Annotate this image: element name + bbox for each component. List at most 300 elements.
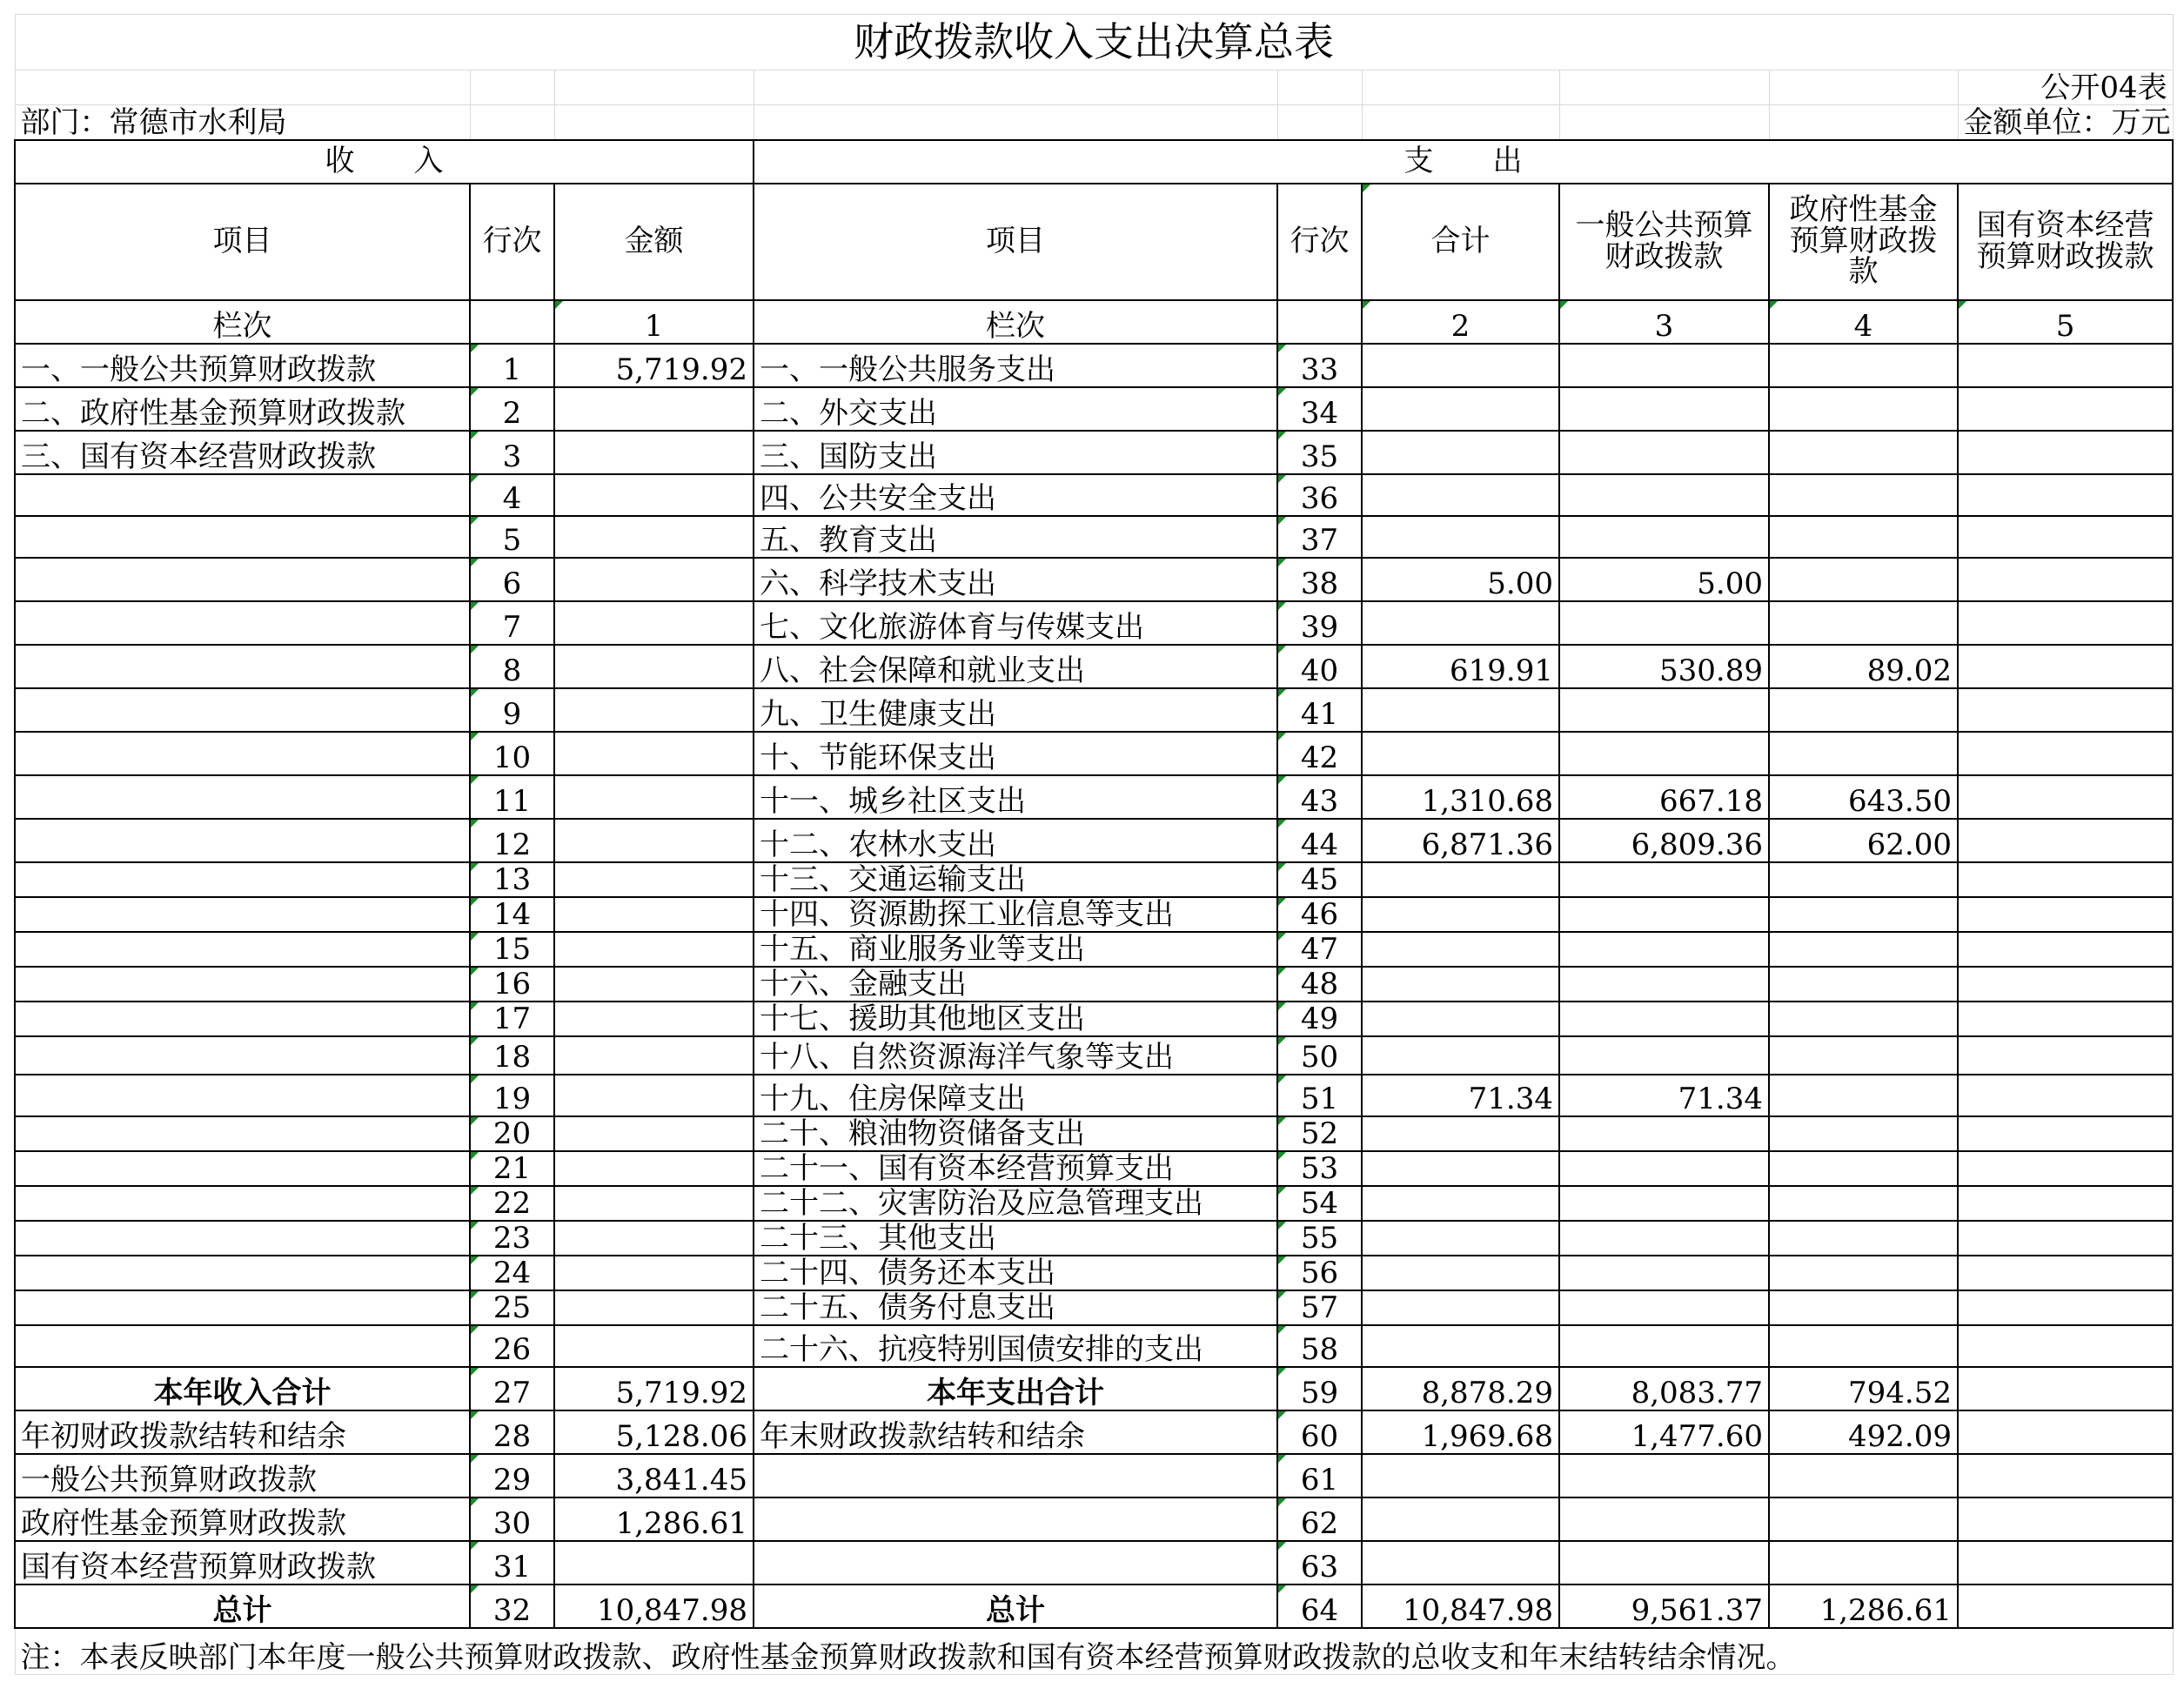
table-row [15,688,2173,732]
general-budget-cell: 1,477.60 [1559,1410,1769,1454]
form-number: 公开04表 [1958,70,2173,105]
income-amount-cell [554,474,754,516]
expense-item-cell: 十七、援助其他地区支出 [754,1002,1277,1036]
total-amount-cell [1362,474,1559,516]
income-row-no-cell: 4 [470,474,554,516]
fund-budget-cell [1769,1256,1958,1290]
fund-budget-cell [1769,732,1958,775]
soe-budget-cell [1958,344,2173,387]
table-row [15,819,2173,862]
column-index-1: 1 [554,300,754,344]
income-row-no-cell: 1 [470,344,554,387]
income-row-no-cell: 11 [470,775,554,819]
expense-row-no-cell: 48 [1277,967,1362,1002]
soe-budget-cell [1958,862,2173,897]
total-amount-cell [1362,1541,1559,1584]
expense-row-no-cell: 42 [1277,732,1362,775]
income-row-no-cell: 15 [470,932,554,967]
expense-item-cell: 二十一、国有资本经营预算支出 [754,1151,1277,1186]
income-amount-cell [554,1256,754,1290]
total-amount-cell [1362,1454,1559,1497]
general-budget-cell [1559,688,1769,732]
income-item-cell: 国有资本经营预算财政拨款 [15,1541,470,1584]
income-row-no-cell: 9 [470,688,554,732]
income-row-no-cell: 14 [470,897,554,932]
general-budget-cell: 71.34 [1559,1075,1769,1116]
soe-budget-cell [1958,1367,2173,1410]
table-row [15,862,2173,897]
income-amount-cell: 5,719.92 [554,344,754,387]
fund-budget-cell [1769,1186,1958,1221]
table-row [15,775,2173,819]
general-budget-cell [1559,516,1769,558]
income-row-no-cell: 32 [470,1584,554,1628]
total-amount-cell [1362,1325,1559,1367]
income-item-cell [15,862,470,897]
income-item-cell [15,1075,470,1116]
expense-row-no-cell: 44 [1277,819,1362,862]
expense-row-no-cell: 43 [1277,775,1362,819]
income-amount-cell [554,819,754,862]
fund-budget-cell [1769,932,1958,967]
income-row-no-cell: 17 [470,1002,554,1036]
fund-budget-cell [1769,558,1958,601]
expense-row-no-cell: 40 [1277,645,1362,688]
fund-budget-cell [1769,1116,1958,1151]
income-amount-cell [554,516,754,558]
soe-budget-cell [1958,601,2173,645]
income-item-cell [15,558,470,601]
income-item-cell: 二、政府性基金预算财政拨款 [15,387,470,431]
table-row [15,387,2173,431]
fund-budget-cell [1769,1454,1958,1497]
soe-budget-cell [1958,1186,2173,1221]
expense-item-cell: 七、文化旅游体育与传媒支出 [754,601,1277,645]
general-budget-cell [1559,387,1769,431]
expense-item-cell: 二十三、其他支出 [754,1221,1277,1256]
expense-row-no-cell: 47 [1277,932,1362,967]
income-item-cell [15,967,470,1002]
expense-row-no-cell: 55 [1277,1221,1362,1256]
table-row [15,1002,2173,1036]
soe-budget-cell [1958,1497,2173,1541]
income-row-no-cell: 2 [470,387,554,431]
general-budget-cell [1559,732,1769,775]
expense-row-no-cell: 36 [1277,474,1362,516]
income-item-cell: 三、国有资本经营财政拨款 [15,431,470,474]
soe-budget-cell [1958,967,2173,1002]
income-item-cell: 年初财政拨款结转和结余 [15,1410,470,1454]
report-table [14,14,2174,1675]
total-amount-cell [1362,431,1559,474]
total-amount-cell [1362,1036,1559,1075]
expense-row-no-cell: 64 [1277,1584,1362,1628]
expense-row-no-cell: 57 [1277,1290,1362,1325]
expense-item-cell: 十三、交通运输支出 [754,862,1277,897]
general-budget-cell: 8,083.77 [1559,1367,1769,1410]
income-row-no-cell: 25 [470,1290,554,1325]
soe-budget-cell [1958,1325,2173,1367]
column-header-row [15,184,2173,300]
expense-item-cell [754,1454,1277,1497]
col-total: 合计 [1362,184,1559,300]
general-budget-cell [1559,1221,1769,1256]
total-amount-cell [1362,516,1559,558]
income-row-no-cell: 12 [470,819,554,862]
fund-budget-cell: 492.09 [1769,1410,1958,1454]
column-index-2: 2 [1362,300,1559,344]
footnote: 注：本表反映部门本年度一般公共预算财政拨款、政府性基金预算财政拨款和国有资本经营预算财政拨款的总收支和年末结转结余情况。 [15,1628,2173,1675]
table-row [15,897,2173,932]
column-index-5: 5 [1958,300,2173,344]
expense-item-cell: 二十五、债务付息支出 [754,1290,1277,1325]
soe-budget-cell [1958,688,2173,732]
income-item-cell [15,645,470,688]
table-row [15,732,2173,775]
column-index-4: 4 [1769,300,1958,344]
col-general-budget: 一般公共预算财政拨款 [1559,184,1769,300]
income-row-no-cell: 21 [470,1151,554,1186]
department-row [15,105,2173,140]
fund-budget-cell [1769,601,1958,645]
income-item-cell [15,1186,470,1221]
expense-row-no-cell: 52 [1277,1116,1362,1151]
expense-item-cell: 二、外交支出 [754,387,1277,431]
income-row-no-cell: 3 [470,431,554,474]
column-index-3: 3 [1559,300,1769,344]
soe-budget-cell [1958,431,2173,474]
fund-budget-cell [1769,431,1958,474]
table-row [15,1151,2173,1186]
col-soe-budget: 国有资本经营预算财政拨款 [1958,184,2173,300]
income-item-cell [15,688,470,732]
income-item-cell: 政府性基金预算财政拨款 [15,1497,470,1541]
income-amount-cell [554,1325,754,1367]
fund-budget-cell [1769,1036,1958,1075]
general-budget-cell [1559,344,1769,387]
income-amount-cell [554,897,754,932]
income-item-cell [15,1290,470,1325]
income-item-cell [15,516,470,558]
general-budget-cell: 5.00 [1559,558,1769,601]
total-amount-cell: 8,878.29 [1362,1367,1559,1410]
income-row-no-cell: 13 [470,862,554,897]
table-row [15,431,2173,474]
expense-item-cell: 十一、城乡社区支出 [754,775,1277,819]
total-amount-cell [1362,601,1559,645]
general-budget-cell [1559,1186,1769,1221]
expense-row-no-cell: 54 [1277,1186,1362,1221]
expense-row-no-cell: 39 [1277,601,1362,645]
income-amount-cell [554,688,754,732]
fund-budget-cell [1769,474,1958,516]
income-amount-cell [554,732,754,775]
soe-budget-cell [1958,897,2173,932]
income-row-no-cell: 16 [470,967,554,1002]
table-row [15,601,2173,645]
income-item-cell [15,1036,470,1075]
income-amount-cell [554,1002,754,1036]
income-row-no-cell: 22 [470,1186,554,1221]
expense-row-no-cell: 50 [1277,1036,1362,1075]
col-expense-row-no: 行次 [1277,184,1362,300]
income-amount-cell: 3,841.45 [554,1454,754,1497]
fund-budget-cell [1769,862,1958,897]
expense-item-cell: 八、社会保障和就业支出 [754,645,1277,688]
department-label: 部门：常德市水利局 [15,105,470,140]
income-amount-cell [554,1290,754,1325]
expense-item-cell [754,1497,1277,1541]
general-budget-cell [1559,862,1769,897]
total-amount-cell: 10,847.98 [1362,1584,1559,1628]
fund-budget-cell [1769,1002,1958,1036]
general-budget-cell [1559,1002,1769,1036]
expense-row-no-cell: 63 [1277,1541,1362,1584]
table-row [15,474,2173,516]
expense-item-cell: 十五、商业服务业等支出 [754,932,1277,967]
form-number-row [15,70,2173,105]
income-amount-cell [554,558,754,601]
col-expense-item: 项目 [754,184,1277,300]
table-row [15,1584,2173,1628]
income-amount-cell [554,1541,754,1584]
expense-row-no-cell: 53 [1277,1151,1362,1186]
soe-budget-cell [1958,1584,2173,1628]
general-budget-cell [1559,1036,1769,1075]
fund-budget-cell [1769,344,1958,387]
table-row [15,1075,2173,1116]
income-item-cell [15,897,470,932]
income-amount-cell [554,387,754,431]
income-item-cell: 一般公共预算财政拨款 [15,1454,470,1497]
income-amount-cell: 10,847.98 [554,1584,754,1628]
total-amount-cell [1362,967,1559,1002]
total-amount-cell [1362,932,1559,967]
expense-row-no-cell: 56 [1277,1256,1362,1290]
total-amount-cell [1362,1290,1559,1325]
general-budget-cell [1559,897,1769,932]
income-item-cell [15,601,470,645]
income-row-no-cell: 31 [470,1541,554,1584]
income-item-cell [15,932,470,967]
expense-item-cell: 二十四、债务还本支出 [754,1256,1277,1290]
income-item-cell: 本年收入合计 [15,1367,470,1410]
soe-budget-cell [1958,732,2173,775]
fund-budget-cell [1769,1151,1958,1186]
soe-budget-cell [1958,558,2173,601]
expense-row-no-cell: 59 [1277,1367,1362,1410]
total-amount-cell [1362,1497,1559,1541]
table-row [15,932,2173,967]
total-amount-cell [1362,1116,1559,1151]
expense-row-no-cell: 37 [1277,516,1362,558]
general-budget-cell: 9,561.37 [1559,1584,1769,1628]
income-row-no-cell: 19 [470,1075,554,1116]
fund-budget-cell: 794.52 [1769,1367,1958,1410]
expense-row-no-cell: 49 [1277,1002,1362,1036]
income-row-no-cell: 24 [470,1256,554,1290]
table-row [15,1367,2173,1410]
general-budget-cell [1559,1290,1769,1325]
expense-item-cell: 四、公共安全支出 [754,474,1277,516]
fund-budget-cell [1769,1075,1958,1116]
income-item-cell [15,474,470,516]
income-amount-cell [554,1151,754,1186]
total-amount-cell [1362,1186,1559,1221]
total-amount-cell [1362,1221,1559,1256]
income-row-no-cell: 20 [470,1116,554,1151]
table-row [15,1290,2173,1325]
expense-row-no-cell: 58 [1277,1325,1362,1367]
expense-row-no-cell: 35 [1277,431,1362,474]
income-row-no-cell: 30 [470,1497,554,1541]
expense-row-no-cell: 46 [1277,897,1362,932]
general-budget-cell [1559,431,1769,474]
general-budget-cell: 6,809.36 [1559,819,1769,862]
expense-item-cell: 十、节能环保支出 [754,732,1277,775]
soe-budget-cell [1958,1541,2173,1584]
fund-budget-cell [1769,688,1958,732]
income-row-no-cell: 18 [470,1036,554,1075]
general-budget-cell [1559,1116,1769,1151]
income-amount-cell [554,775,754,819]
total-amount-cell: 1,969.68 [1362,1410,1559,1454]
total-amount-cell [1362,1256,1559,1290]
income-item-cell [15,1325,470,1367]
expense-item-cell: 二十二、灾害防治及应急管理支出 [754,1186,1277,1221]
expense-item-cell: 本年支出合计 [754,1367,1277,1410]
table-row [15,1541,2173,1584]
income-amount-cell [554,645,754,688]
general-budget-cell [1559,1151,1769,1186]
soe-budget-cell [1958,819,2173,862]
total-amount-cell: 6,871.36 [1362,819,1559,862]
soe-budget-cell [1958,1002,2173,1036]
general-budget-cell [1559,1325,1769,1367]
total-amount-cell [1362,344,1559,387]
fund-budget-cell [1769,1541,1958,1584]
total-amount-cell [1362,732,1559,775]
table-row [15,1410,2173,1454]
income-amount-cell: 5,719.92 [554,1367,754,1410]
soe-budget-cell [1958,775,2173,819]
income-row-no-cell: 8 [470,645,554,688]
general-budget-cell [1559,932,1769,967]
expense-item-cell: 十二、农林水支出 [754,819,1277,862]
expense-row-no-cell: 34 [1277,387,1362,431]
column-index-label: 栏次 [15,300,470,344]
general-budget-cell [1559,967,1769,1002]
general-budget-cell [1559,1256,1769,1290]
income-amount-cell [554,1075,754,1116]
fund-budget-cell: 62.00 [1769,819,1958,862]
total-amount-cell: 619.91 [1362,645,1559,688]
total-amount-cell [1362,387,1559,431]
income-row-no-cell: 10 [470,732,554,775]
col-income-row-no: 行次 [470,184,554,300]
soe-budget-cell [1958,516,2173,558]
income-amount-cell [554,1186,754,1221]
income-row-no-cell: 7 [470,601,554,645]
general-budget-cell [1559,1454,1769,1497]
total-amount-cell [1362,897,1559,932]
table-row [15,1221,2173,1256]
column-index-label-2: 栏次 [754,300,1277,344]
total-amount-cell: 5.00 [1362,558,1559,601]
expense-item-cell: 六、科学技术支出 [754,558,1277,601]
expense-item-cell: 一、一般公共服务支出 [754,344,1277,387]
table-row [15,967,2173,1002]
soe-budget-cell [1958,1256,2173,1290]
income-item-cell [15,775,470,819]
expense-row-no-cell: 60 [1277,1410,1362,1454]
expense-item-cell: 年末财政拨款结转和结余 [754,1410,1277,1454]
section-header-row [15,140,2173,184]
income-item-cell: 一、一般公共预算财政拨款 [15,344,470,387]
total-amount-cell [1362,688,1559,732]
table-row [15,1186,2173,1221]
table-row [15,1256,2173,1290]
table-row [15,558,2173,601]
income-amount-cell [554,1221,754,1256]
income-row-no-cell: 6 [470,558,554,601]
expense-item-cell: 十九、住房保障支出 [754,1075,1277,1116]
soe-budget-cell [1958,645,2173,688]
income-row-no-cell: 23 [470,1221,554,1256]
expense-header: 支 出 [754,140,2173,184]
income-header: 收 入 [15,140,754,184]
income-amount-cell [554,431,754,474]
fund-budget-cell [1769,1497,1958,1541]
income-row-no-cell: 5 [470,516,554,558]
income-item-cell [15,1116,470,1151]
income-amount-cell: 1,286.61 [554,1497,754,1541]
income-amount-cell [554,601,754,645]
total-amount-cell: 1,310.68 [1362,775,1559,819]
total-amount-cell [1362,1002,1559,1036]
general-budget-cell: 530.89 [1559,645,1769,688]
table-row [15,645,2173,688]
income-amount-cell [554,932,754,967]
soe-budget-cell [1958,1116,2173,1151]
income-amount-cell [554,1116,754,1151]
fund-budget-cell [1769,1221,1958,1256]
income-row-no-cell: 27 [470,1367,554,1410]
income-amount-cell [554,862,754,897]
income-row-no-cell: 26 [470,1325,554,1367]
expense-row-no-cell: 33 [1277,344,1362,387]
general-budget-cell: 667.18 [1559,775,1769,819]
expense-row-no-cell: 41 [1277,688,1362,732]
general-budget-cell [1559,601,1769,645]
soe-budget-cell [1958,1410,2173,1454]
table-row [15,1497,2173,1541]
soe-budget-cell [1958,474,2173,516]
fund-budget-cell [1769,967,1958,1002]
expense-item-cell: 十八、自然资源海洋气象等支出 [754,1036,1277,1075]
income-item-cell [15,1002,470,1036]
table-row [15,344,2173,387]
income-item-cell [15,1151,470,1186]
expense-item-cell: 二十六、抗疫特别国债安排的支出 [754,1325,1277,1367]
expense-item-cell: 五、教育支出 [754,516,1277,558]
expense-row-no-cell: 62 [1277,1497,1362,1541]
table-row [15,1325,2173,1367]
expense-row-no-cell: 61 [1277,1454,1362,1497]
income-row-no-cell: 29 [470,1454,554,1497]
table-row [15,1116,2173,1151]
expense-item-cell: 三、国防支出 [754,431,1277,474]
